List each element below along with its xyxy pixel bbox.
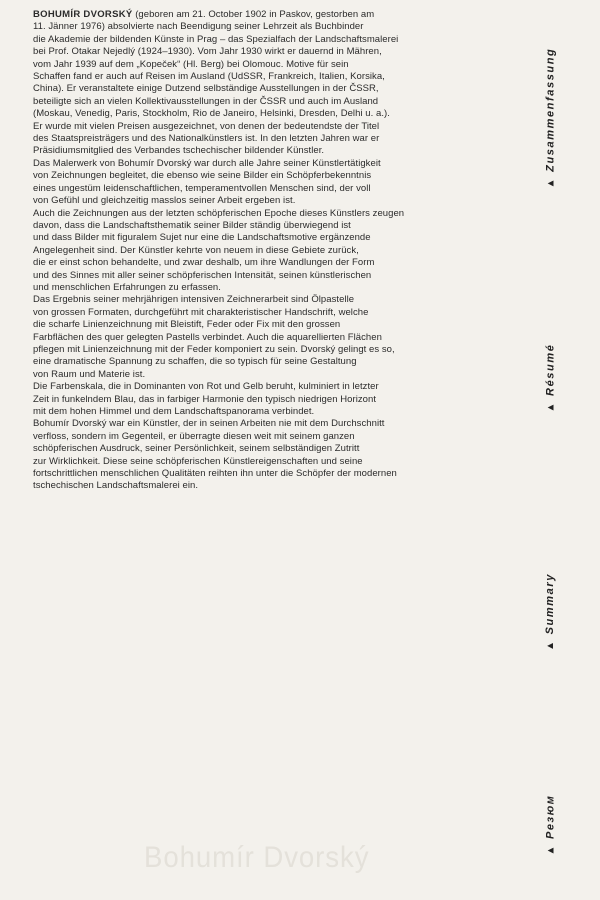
tab-zusammenfassung xyxy=(538,8,562,228)
text-line: die er einst schon behandelte, und zwar deshalb, um ihre Wandlungen der Form xyxy=(33,257,375,269)
text-line: China). Er veranstaltete einige Dutzend selbständige Ausstellungen in der ČSSR, xyxy=(33,83,379,95)
text-line: von Zeichnungen begleitet, die ebenso wie seine Bilder ein Schöpferbekenntnis xyxy=(33,170,372,182)
text-line: BOHUMÍR DVORSKÝ (geboren am 21. October 1902 in Paskov, gestorben am xyxy=(33,9,375,20)
text-line: eine dramatische Spannung zu schaffen, die so typisch für seine Gestaltung xyxy=(33,356,357,368)
paragraph-conclusion xyxy=(33,418,533,492)
text-line: und menschlichen Erfahrungen zu erfassen. xyxy=(33,281,221,293)
text-line: mit dem hohen Himmel und dem Landschaftspanorama verbindet. xyxy=(33,406,315,417)
text-line: Angelegenheit sind. Der Künstler kehrte von neuem in diese Gebiete zurück, xyxy=(33,244,359,256)
text-line: eines ungestüm leidenschaftlichen, temperamentvollen Menschen sind, der voll xyxy=(33,182,371,194)
text-line: Farbflächen des quer gelegten Pastells verbindet. Auch die aquarellierten Flächen xyxy=(33,331,382,343)
text-line: (Moskau, Venedig, Paris, Stockholm, Rio de Janeiro, Helsinki, Dresden, Delhi u. a.). xyxy=(33,108,390,120)
text-line: schöpferischen Ausdruck, seiner Persönlichkeit, seinem selbständigen Zutritt xyxy=(33,443,360,455)
paragraph-late-epoch xyxy=(33,208,533,295)
text-line: Das Ergebnis seiner mehrjährigen intensiven Zeichnerarbeit sind Ölpastelle xyxy=(33,294,355,306)
watermark-title: Bohumír Dvorský xyxy=(144,841,370,874)
tab-resume xyxy=(538,338,562,418)
text-line: Auch die Zeichnungen aus der letzten schöpferischen Epoche dieses Künstlers zeugen xyxy=(33,207,405,219)
tab-label: Summary xyxy=(544,573,556,635)
text-line: vom Jahr 1939 auf dem „Kopeček“ (Hl. Berg) bei Olomouc. Motive für sein xyxy=(33,58,349,70)
triangle-marker-icon: ▲ xyxy=(544,639,556,651)
text-line: von Raum und Materie ist. xyxy=(33,368,146,380)
text-line: Er wurde mit vielen Preisen ausgezeichnet, von denen der bedeutendste der Titel xyxy=(33,120,380,132)
paragraph-biography xyxy=(33,9,533,158)
text-line: beteiligte sich an vielen Kollektivausstellungen in der ČSSR und auch im Ausland xyxy=(33,95,379,107)
tab-label: Résumé xyxy=(544,343,556,396)
text-line: und des Sinnes mit aller seiner schöpferischen Intensität, seinen künstlerischen xyxy=(33,269,372,281)
summary-text xyxy=(33,9,533,493)
triangle-marker-icon: ▲ xyxy=(544,176,556,189)
text-line: Zeit in funkelndem Blau, das in farbiger Harmonie den typisch niedrigen Horizont xyxy=(33,393,377,405)
paragraph-drawings xyxy=(33,158,533,208)
text-line: die Akademie der bildenden Künste in Prag – das Spezialfach der Landschaftsmalerei xyxy=(33,33,399,45)
tab-rezyum xyxy=(538,780,562,870)
text-line: zur Wirklichkeit. Diese seine schöpferischen Künstlereigenschaften und seine xyxy=(33,455,363,467)
text-line: von grossen Formaten, durchgeführt mit charakteristischer Handschrift, welche xyxy=(33,306,369,318)
text-line: Das Malerwerk von Bohumír Dvorský war durch alle Jahre seiner Künstlertätigkeit xyxy=(33,157,381,169)
text-line: Präsidiumsmitglied des Verbandes tschechischer bildender Künstler. xyxy=(33,145,325,157)
text-line: davon, dass die Landschaftsthematik seiner Bilder ständig überwiegend ist xyxy=(33,219,351,231)
tab-label: Zusammenfassung xyxy=(544,47,556,172)
text-line: pflegen mit Linienzeichnung mit der Feder komponiert zu sein. Dvorský gelingt es so, xyxy=(33,343,395,355)
text-line: von Gefühl und gleichzeitig masslos seiner Arbeit ergeben ist. xyxy=(33,195,296,207)
text-line: Die Farbenskala, die in Dominanten von Rot und Gelb beruht, kulminiert in letzter xyxy=(33,381,379,393)
text-line: tschechischen Landschaftsmalerei ein. xyxy=(33,480,199,492)
text-line: die scharfe Linienzeichnung mit Bleistift, Feder oder Fix mit den grossen xyxy=(33,319,341,331)
text-line: Schaffen fand er auch auf Reisen im Ausland (UdSSR, Frankreich, Italien, Korsika, xyxy=(33,71,385,83)
paragraph-color-scale xyxy=(33,381,533,418)
text-line: bei Prof. Otakar Nejedlý (1924–1930). Vom Jahr 1930 wirkt er dauernd in Mähren, xyxy=(33,46,382,58)
triangle-marker-icon: ▲ xyxy=(544,843,556,856)
artist-name: BOHUMÍR DVORSKÝ xyxy=(33,9,133,20)
text-line: verfloss, sondern im Gegenteil, er überragte diesen weit mit seinem ganzen xyxy=(33,430,355,442)
triangle-marker-icon: ▲ xyxy=(544,400,556,413)
paragraph-pastels xyxy=(33,294,533,381)
text-line: und dass Bilder mit figuralem Sujet nur eine die Landschaftsmotive ergänzende xyxy=(33,232,371,244)
tab-summary xyxy=(538,552,562,672)
text-line: 11. Jänner 1976) absolvierte nach Beendigung seiner Lehrzeit als Buchbinder xyxy=(33,21,364,33)
text-line: des Staatspreisträgers und des Nationalkünstlers ist. In den letzten Jahren war er xyxy=(33,133,380,145)
text-line: fortschrittlichen menschlichen Qualitäten reihten ihn unter die Schöpfer der modernen xyxy=(33,468,397,480)
tab-label: Резюм xyxy=(544,794,556,839)
text-line: Bohumír Dvorský war ein Künstler, der in seinen Arbeiten nie mit dem Durchschnitt xyxy=(33,418,385,430)
